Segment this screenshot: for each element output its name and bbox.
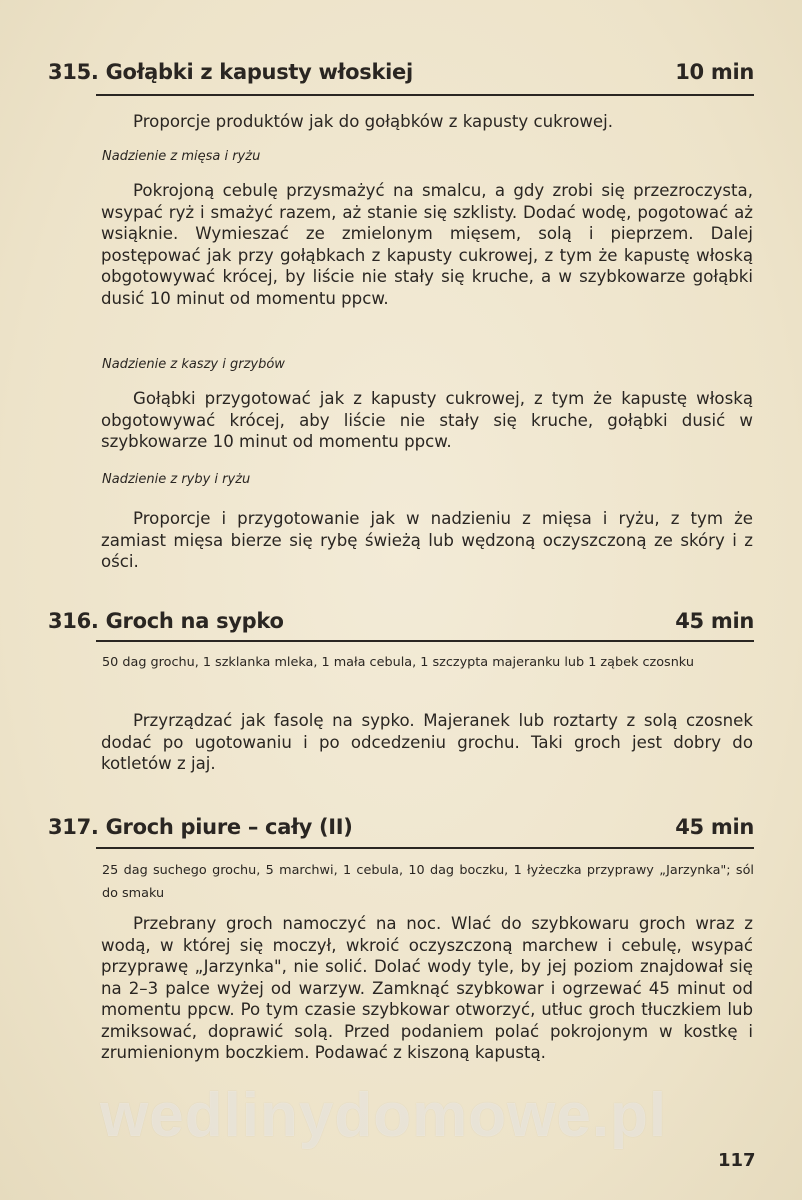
recipe-315-time: 10 min — [675, 60, 754, 84]
recipe-315-rule — [96, 94, 754, 96]
recipe-316-header — [48, 609, 754, 633]
recipe-316-time: 45 min — [675, 609, 754, 633]
recipe-316-ingredients: 50 dag grochu, 1 szklanka mleka, 1 mała cebula, 1 szczypta majeranku lub 1 ząbek czosnku — [102, 655, 694, 670]
recipe-317-time: 45 min — [675, 815, 754, 839]
recipe-315-title: 315. Gołąbki z kapusty włoskiej — [48, 60, 413, 84]
recipe-317-title: 317. Groch piure – cały (II) — [48, 815, 353, 839]
recipe-316-title: 316. Groch na sypko — [48, 609, 284, 633]
recipe-315-subtitle-1: Nadzienie z mięsa i ryżu — [102, 149, 261, 164]
recipe-316-rule — [96, 640, 754, 642]
recipe-317-rule — [96, 847, 754, 849]
recipe-315-subtitle-3: Nadzienie z ryby i ryżu — [102, 472, 251, 487]
recipe-317-ingredients: 25 dag suchego grochu, 5 marchwi, 1 cebula, 10 dag boczku, 1 łyżeczka przyprawy „Jarzynka"; sól do smaku — [102, 863, 754, 901]
recipe-317-header — [48, 815, 754, 839]
recipe-315-text-3: Proporcje i przygotowanie jak w nadzieniu z mięsa i ryżu, z tym że zamiast mięsa bierze się rybę świeżą lub wędzoną oczyszczoną ze skóry i z ości. — [101, 509, 753, 571]
recipe-315-text-1: Pokrojoną cebulę przysmażyć na smalcu, a gdy zrobi się przezroczysta, wsypać ryż i smażyć razem, aż stanie się szklisty. Dodać wodę, pogotować aż wsiąknie. Wymieszać ze zmielonym mięsem, solą i pieprzem. Dalej postępować jak przy gołąbkach z kapusty cukrowej, z tym że kapustę włoską obgotowywać krócej, by liście nie stały się kruche, a w szybkowarze gołąbki dusić 10 minut od momentu ppcw. — [101, 181, 753, 308]
watermark: wedlinydomowe.pl — [100, 1081, 668, 1150]
page-number: 117 — [718, 1150, 756, 1171]
recipe-315-header — [48, 60, 754, 84]
recipe-315-text-2: Gołąbki przygotować jak z kapusty cukrowej, z tym że kapustę włoską obgotowywać krócej, aby liście nie stały się kruche, gołąbki dusić w szybkowarze 10 minut od momentu ppcw. — [101, 389, 753, 451]
recipe-315-subtitle-2: Nadzienie z kaszy i grzybów — [102, 357, 285, 372]
recipe-317-text: Przebrany groch namoczyć na noc. Wlać do szybkowaru groch wraz z wodą, w której się moczył, wkroić oczyszczoną marchew i cebulę, wsypać przyprawę „Jarzynka", nie solić. Dolać wody tyle, by jej poziom znajdował się na 2–3 palce wyżej od warzyw. Zamknąć szybkowar i ogrzewać 45 minut od momentu ppcw. Po tym czasie szybkowar otworzyć, utłuc groch tłuczkiem lub zmiksować, doprawić solą. Przed podaniem polać pokrojonym w kostkę i zrumienionym boczkiem. Podawać z kiszoną kapustą. — [101, 914, 753, 1062]
recipe-315-intro: Proporcje produktów jak do gołąbków z kapusty cukrowej. — [133, 112, 614, 131]
recipe-316-text: Przyrządzać jak fasolę na sypko. Majeranek lub roztarty z solą czosnek dodać po ugotowaniu i po odcedzeniu grochu. Taki groch jest dobry do kotletów z jaj. — [101, 711, 753, 773]
